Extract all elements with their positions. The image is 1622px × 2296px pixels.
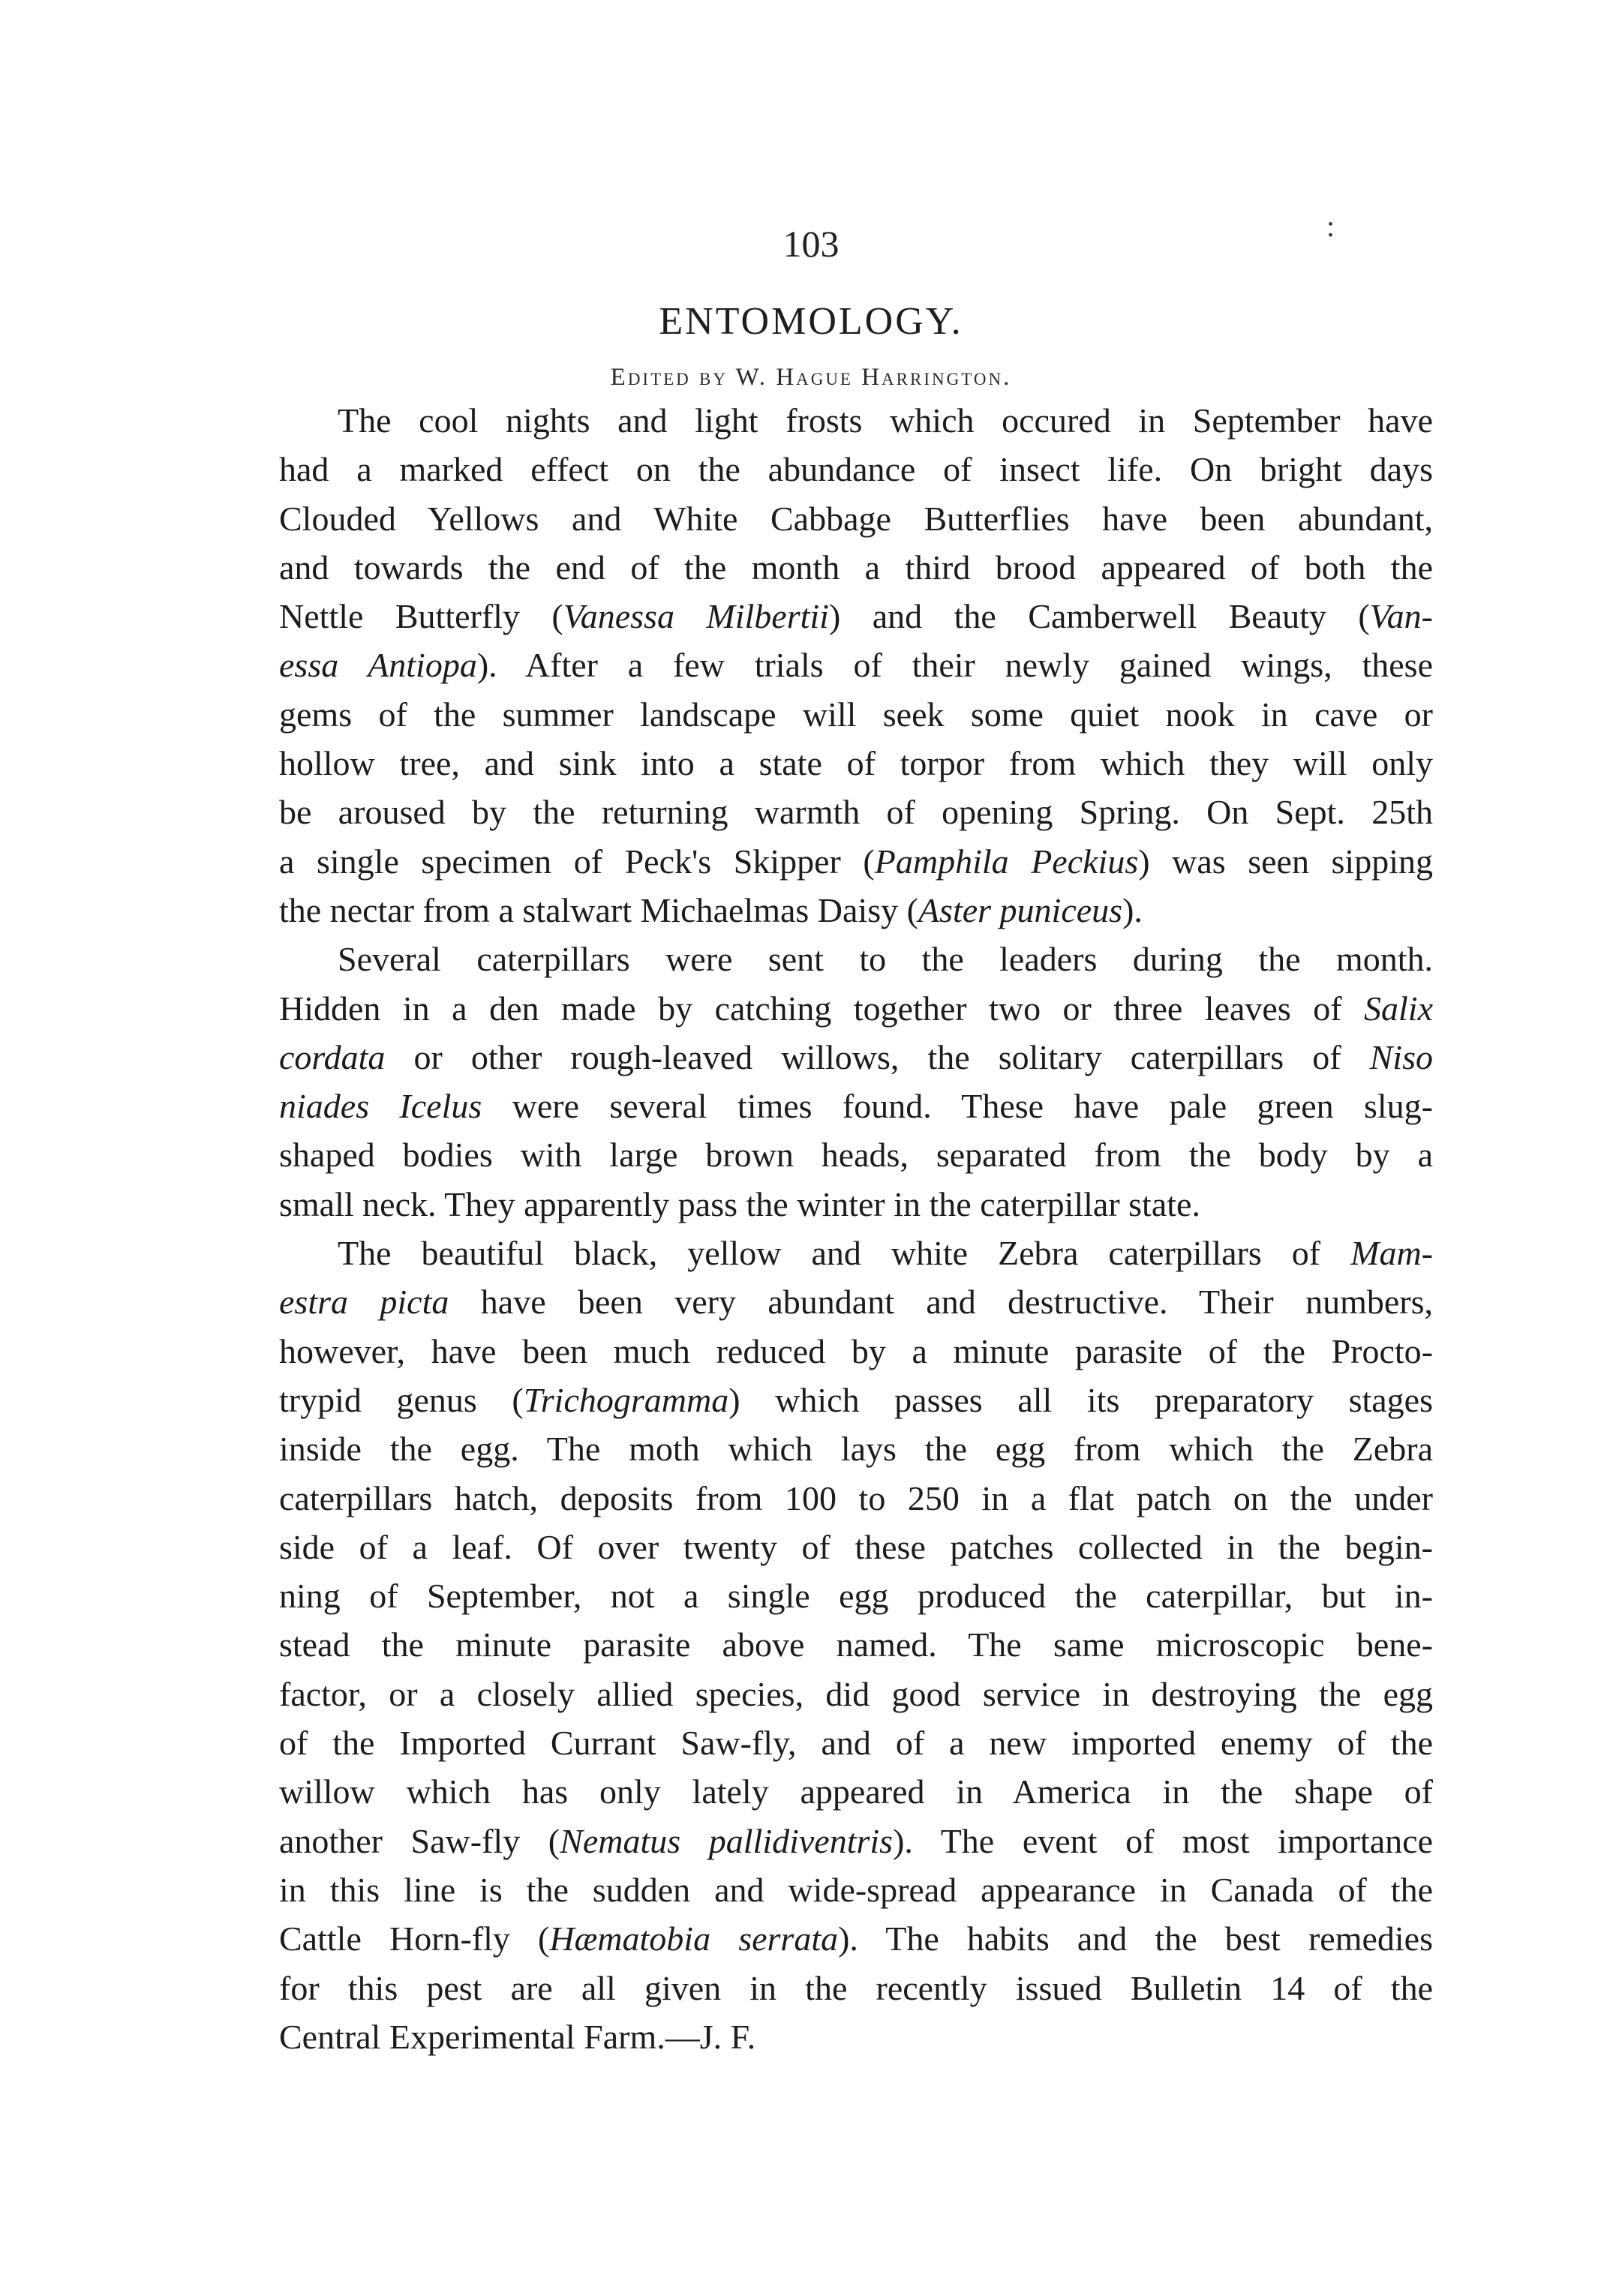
body-line: inside the egg. The moth which lays the egg from which the Zebra: [279, 1430, 1433, 1469]
italic-species-name: Mam-: [1350, 1234, 1433, 1273]
italic-species-name: Pamphila Peckius: [874, 842, 1139, 881]
body-line: and towards the end of the month a third brood appeared of both the: [279, 548, 1433, 587]
body-line: Central Experimental Farm.—J. F.: [279, 2017, 756, 2056]
body-line: Clouded Yellows and White Cabbage Butterflies have been abundant,: [279, 499, 1433, 538]
body-line: shaped bodies with large brown heads, separated from the body by a: [279, 1136, 1433, 1175]
italic-species-name: Trichogramma: [523, 1380, 729, 1419]
body-line: had a marked effect on the abundance of insect life. On bright days: [279, 450, 1433, 489]
body-line: side of a leaf. Of over twenty of these patches collected in the begin-: [279, 1527, 1433, 1566]
italic-species-name: Hæmatobia serrata: [549, 1919, 839, 1958]
body-line: niades Icelus were several times found. These have pale green slug-: [279, 1087, 1433, 1126]
body-line: Hidden in a den made by catching together two or three leaves of Salix: [279, 989, 1433, 1028]
italic-species-name: cordata: [279, 1037, 386, 1076]
page-corner-mark: :: [1326, 209, 1335, 243]
body-line: Several caterpillars were sent to the leaders during the month.: [338, 940, 1433, 979]
body-line: The cool nights and light frosts which occured in September have: [338, 401, 1433, 440]
body-line: however, have been much reduced by a minute parasite of the Procto-: [279, 1331, 1433, 1370]
body-line: in this line is the sudden and wide-spread appearance in Canada of the: [279, 1870, 1433, 1909]
body-line: trypid genus (Trichogramma) which passes all its preparatory stages: [279, 1380, 1433, 1419]
body-line: caterpillars hatch, deposits from 100 to 250 in a flat patch on the under: [279, 1478, 1433, 1517]
section-title: ENTOMOLOGY.: [659, 300, 963, 343]
italic-species-name: essa Antiopa: [279, 646, 477, 685]
article-body: [279, 396, 1433, 2061]
body-line: the nectar from a stalwart Michaelmas Daisy (Aster puniceus).: [279, 890, 1143, 929]
italic-species-name: Vanessa Milbertii: [563, 597, 829, 636]
body-line: hollow tree, and sink into a state of torpor from which they will only: [279, 744, 1433, 783]
body-line: estra picta have been very abundant and destructive. Their numbers,: [279, 1283, 1433, 1322]
body-line: a single specimen of Peck's Skipper (Pamphila Peckius) was seen sipping: [279, 842, 1433, 881]
body-line: The beautiful black, yellow and white Zebra caterpillars of Mam-: [338, 1234, 1433, 1273]
body-line: willow which has only lately appeared in America in the shape of: [279, 1772, 1433, 1811]
body-line: of the Imported Currant Saw-fly, and of a new imported enemy of the: [279, 1724, 1433, 1763]
italic-species-name: Niso: [1369, 1037, 1433, 1076]
italic-species-name: Nematus pallidiventris: [560, 1821, 894, 1860]
italic-species-name: Van-: [1369, 597, 1433, 636]
body-line: Nettle Butterfly (Vanessa Milbertii) and the Camberwell Beauty (Van-: [279, 597, 1433, 636]
body-line: factor, or a closely allied species, did good service in destroying the egg: [279, 1674, 1433, 1713]
body-line: gems of the summer landscape will seek some quiet nook in cave or: [279, 695, 1433, 734]
italic-species-name: Aster puniceus: [918, 890, 1123, 929]
body-line: ning of September, not a single egg produced the caterpillar, but in-: [279, 1577, 1433, 1616]
italic-species-name: niades Icelus: [279, 1087, 482, 1126]
page-number: 103: [782, 223, 840, 265]
body-line: essa Antiopa). After a few trials of their newly gained wings, these: [279, 646, 1433, 685]
italic-species-name: Salix: [1364, 989, 1433, 1028]
body-line: for this pest are all given in the recently issued Bulletin 14 of the: [279, 1968, 1433, 2007]
body-line: Cattle Horn-fly (Hæmatobia serrata). The habits and the best remedies: [279, 1919, 1433, 1958]
italic-species-name: estra picta: [279, 1283, 449, 1322]
body-line: be aroused by the returning warmth of opening Spring. On Sept. 25th: [279, 793, 1433, 832]
body-line: small neck. They apparently pass the winter in the caterpillar state.: [279, 1184, 1200, 1223]
body-line: stead the minute parasite above named. The same microscopic bene-: [279, 1625, 1433, 1664]
body-line: cordata or other rough-leaved willows, the solitary caterpillars of Niso: [279, 1037, 1433, 1076]
editor-byline: Edited by W. Hague Harrington.: [610, 364, 1012, 391]
body-line: another Saw-fly (Nematus pallidiventris). The event of most importance: [279, 1821, 1434, 1860]
